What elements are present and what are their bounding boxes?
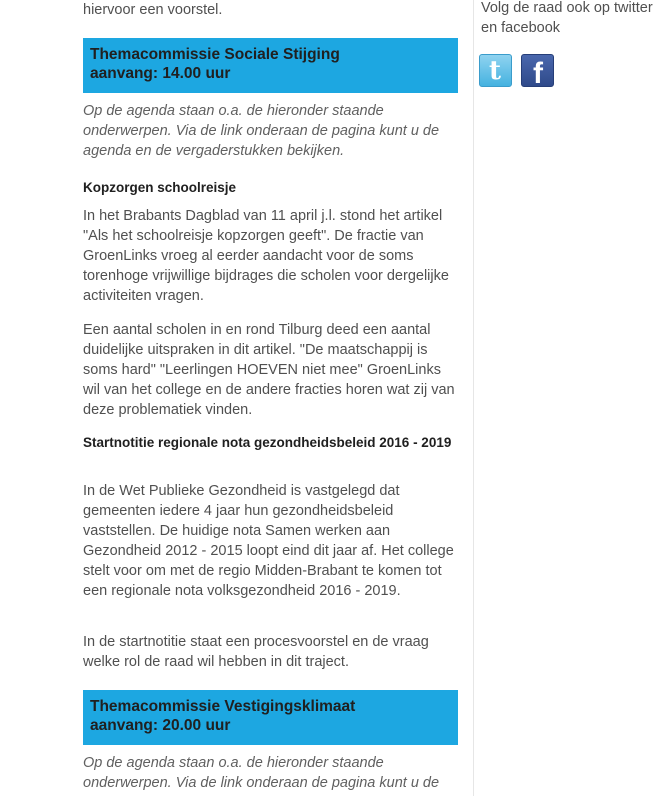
topic-paragraph: In het Brabants Dagblad van 11 april j.l. stond het artikel "Als het schoolreisje kopzorgen geeft". De fractie van GroenLinks vroeg al eerder aandacht voor de soms torenhoge vrijwillige bijdrages die scholen voor dergelijke activiteiten vragen. <box>83 208 449 304</box>
sidebar <box>474 0 669 796</box>
topic-heading-kopzorgen: Kopzorgen schoolreisje <box>83 180 237 195</box>
section-intro: Op de agenda staan o.a. de hieronder staande onderwerpen. Via de link onderaan de pagina kunt u de agenda en de vergaderstukken bekijken. <box>83 103 440 159</box>
topic-paragraph: In de startnotitie staat een procesvoorstel en de vraag welke rol de raad wil hebben in dit traject. <box>83 634 429 670</box>
section-intro: Op de agenda staan o.a. de hieronder staande onderwerpen. Via de link onderaan de pagina kunt u de <box>83 755 440 791</box>
section-title: Themacommissie Sociale Stijging <box>90 46 340 63</box>
topic-heading-startnotitie: Startnotitie regionale nota gezondheidsbeleid 2016 - 2019 <box>83 435 452 450</box>
facebook-icon[interactable] <box>521 54 554 90</box>
top-fragment-text: hiervoor een voorstel. <box>83 2 223 18</box>
topic-paragraph: Een aantal scholen in en rond Tilburg deed een aantal duidelijke uitspraken in dit artikel. "De maatschappij is soms hard" "Leerlingen HOEVEN niet mee" GroenLinks wil van het college en de andere fracties horen wat zij van deze problematiek vinden. <box>83 322 455 418</box>
section-title: Themacommissie Vestigingsklimaat <box>90 698 356 715</box>
twitter-glyph: t <box>489 56 502 86</box>
facebook-glyph: f <box>533 57 543 90</box>
section-banner-vestigingsklimaat <box>83 690 458 745</box>
twitter-icon[interactable] <box>479 54 512 87</box>
section-banner-sociale-stijging <box>83 38 458 93</box>
follow-text: Volg de raad ook op twitter en facebook <box>481 0 653 36</box>
topic-paragraph: In de Wet Publieke Gezondheid is vastgelegd dat gemeenten iedere 4 jaar hun gezondheidsbeleid vaststellen. De huidige nota Samen werken aan Gezondheid 2012 - 2015 loopt eind dit jaar af. Het college stelt voor om met de regio Midden-Brabant te komen tot een regionale nota volksgezondheid 2016 - 2019. <box>83 483 454 599</box>
section-start-time: aanvang: 20.00 uur <box>90 717 231 734</box>
section-start-time: aanvang: 14.00 uur <box>90 65 231 82</box>
